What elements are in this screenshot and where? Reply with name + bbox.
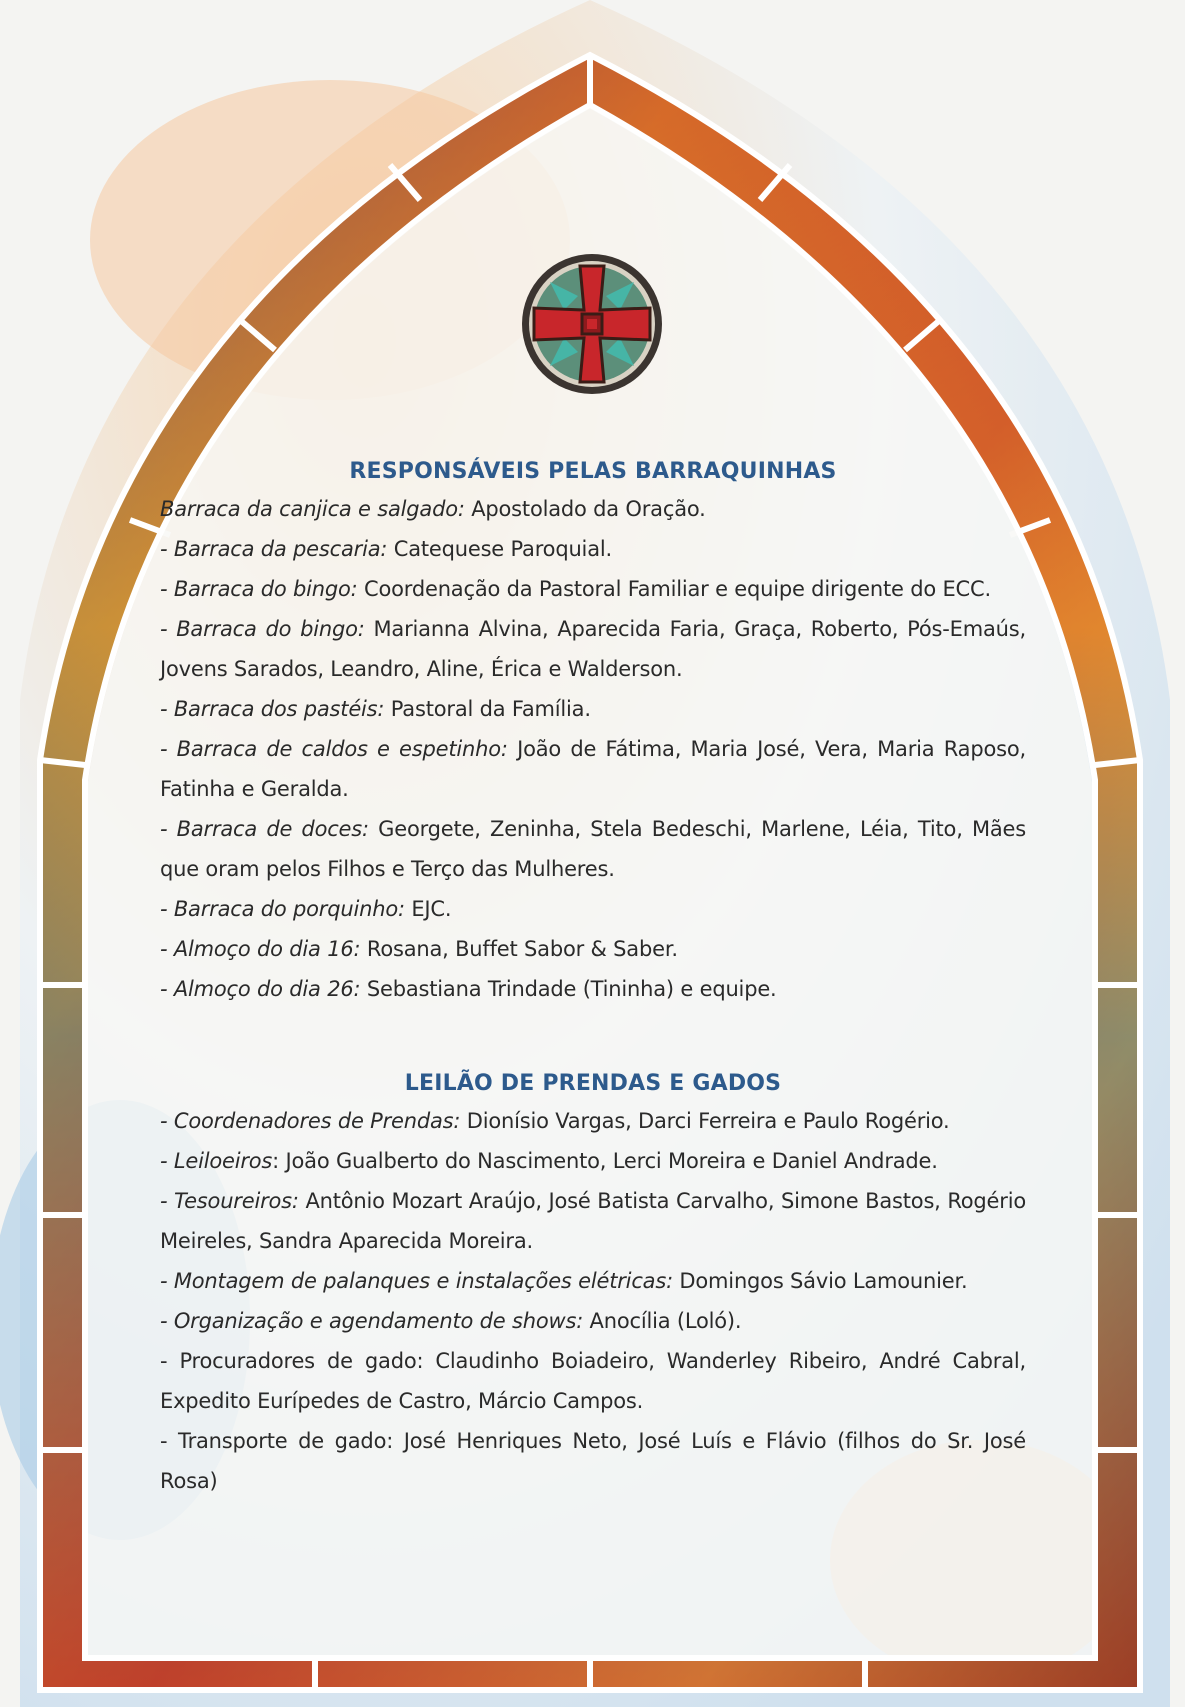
item-text: Apostolado da Oração.	[464, 497, 706, 521]
list-item	[160, 969, 1026, 1009]
section-barraquinhas	[160, 455, 1026, 1009]
item-text: João de Fátima, Maria José, Vera, Maria Raposo, Fatinha e Geralda.	[160, 737, 1026, 801]
item-text: Coordenação da Pastoral Familiar e equipe dirigente do ECC.	[357, 577, 991, 601]
item-text: Pastoral da Família.	[384, 697, 591, 721]
list-item	[160, 929, 1026, 969]
section-heading: LEILÃO DE PRENDAS E GADOS	[404, 1071, 782, 1096]
item-text: EJC.	[404, 897, 452, 921]
item-text: Rosana, Buffet Sabor & Saber.	[360, 937, 678, 961]
item-text: : João Gualberto do Nascimento, Lerci Moreira e Daniel Andrade.	[272, 1149, 938, 1173]
list-item	[160, 809, 1026, 889]
item-label: - Tesoureiros:	[160, 1189, 299, 1213]
item-label: - Barraca de caldos e espetinho:	[160, 737, 508, 761]
list-item	[160, 729, 1026, 809]
item-text: Catequese Paroquial.	[387, 537, 612, 561]
item-text: Sebastiana Trindade (Tininha) e equipe.	[360, 977, 777, 1001]
item-label: - Organização e agendamento de shows:	[160, 1309, 584, 1333]
list-item	[160, 1101, 1026, 1141]
list-item	[160, 1301, 1026, 1341]
item-text: Georgete, Zeninha, Stela Bedeschi, Marlene, Léia, Tito, Mães que oram pelos Filhos e Terço das Mulheres.	[160, 817, 1026, 881]
list-item	[160, 1141, 1026, 1181]
list-item	[160, 689, 1026, 729]
item-label: - Barraca de doces:	[160, 817, 369, 841]
section-leilao	[160, 1067, 1026, 1501]
item-label: - Almoço do dia 26:	[160, 977, 361, 1001]
item-label: - Barraca dos pastéis:	[160, 697, 385, 721]
item-label: - Barraca do bingo:	[160, 617, 365, 641]
list-item	[160, 569, 1026, 609]
item-label: - Leiloeiros	[160, 1149, 273, 1173]
list-item	[160, 1261, 1026, 1301]
list-item	[160, 1181, 1026, 1261]
item-text: Dionísio Vargas, Darci Ferreira e Paulo Rogério.	[460, 1109, 950, 1133]
item-text: Antônio Mozart Araújo, José Batista Carvalho, Simone Bastos, Rogério Meireles, Sandra Aparecida Moreira.	[160, 1189, 1026, 1253]
list-item	[160, 1421, 1026, 1501]
list-item	[160, 529, 1026, 569]
list-item	[160, 889, 1026, 929]
content-panel	[160, 455, 1026, 1501]
item-label: - Barraca do porquinho:	[160, 897, 405, 921]
item-text: Marianna Alvina, Aparecida Faria, Graça, Roberto, Pós-Emaús, Jovens Sarados, Leandro, Aline, Érica e Walderson.	[160, 617, 1026, 681]
list-item	[160, 609, 1026, 689]
item-label: - Barraca do bingo:	[160, 577, 358, 601]
item-label: - Barraca da pescaria:	[160, 537, 388, 561]
cross-medallion-icon	[520, 252, 664, 396]
list-item	[160, 1341, 1026, 1421]
item-label: - Coordenadores de Prendas:	[160, 1109, 461, 1133]
item-label: Barraca da canjica e salgado:	[160, 497, 465, 521]
item-text: Domingos Sávio Lamounier.	[672, 1269, 968, 1293]
item-text: - Transporte de gado: José Henriques Neto, José Luís e Flávio (filhos do Sr. José Rosa)	[160, 1429, 1026, 1493]
item-label: - Almoço do dia 16:	[160, 937, 361, 961]
item-text: Anocília (Loló).	[583, 1309, 742, 1333]
item-text: - Procuradores de gado: Claudinho Boiadeiro, Wanderley Ribeiro, André Cabral, Expedito Eurípedes de Castro, Márcio Campos.	[160, 1349, 1026, 1413]
section-heading: RESPONSÁVEIS PELAS BARRAQUINHAS	[349, 459, 837, 484]
list-item	[160, 489, 1026, 529]
item-label: - Montagem de palanques e instalações elétricas:	[160, 1269, 673, 1293]
